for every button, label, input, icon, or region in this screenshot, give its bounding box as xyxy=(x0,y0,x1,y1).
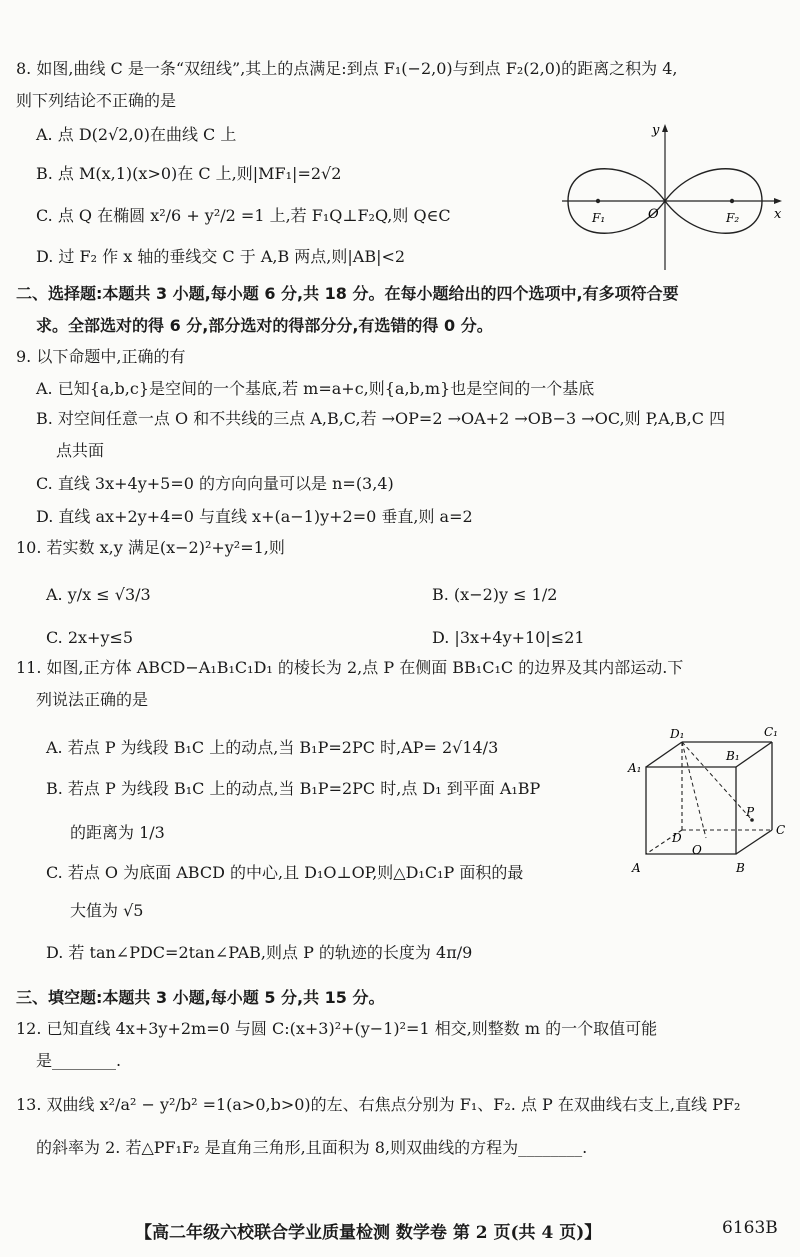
q13-line1: 13. 双曲线 x²/a² − y²/b² =1(a>0,b>0)的左、右焦点分别为 F₁、F₂. 点 P 在双曲线右支上,直线 PF₂ xyxy=(16,1095,741,1114)
q10-option-b: B. (x−2)y ≤ 1/2 xyxy=(432,585,558,604)
q10-option-a: A. y/x ≤ √3/3 xyxy=(46,585,151,604)
section-3-heading: 三、填空题:本题共 3 小题,每小题 5 分,共 15 分。 xyxy=(16,988,385,1007)
label-p: P xyxy=(746,805,755,819)
label-o: O xyxy=(692,843,702,857)
label-b: B xyxy=(736,861,745,875)
q9-stem: 9. 以下命题中,正确的有 xyxy=(16,347,186,366)
q11-stem-line2: 列说法正确的是 xyxy=(36,690,149,709)
y-axis-arrow xyxy=(662,124,668,132)
segment-d1-p xyxy=(682,742,752,820)
f2-label: F₂ xyxy=(726,211,740,225)
q8-option-b: B. 点 M(x,1)(x>0)在 C 上,则|MF₁|=2√2 xyxy=(36,164,342,183)
q9-option-c: C. 直线 3x+4y+5=0 的方向向量可以是 n=(3,4) xyxy=(36,474,394,493)
x-axis-arrow xyxy=(774,198,782,204)
segment-d1-o xyxy=(682,742,706,838)
q8-stem-line1: 8. 如图,曲线 C 是一条“双纽线”,其上的点满足:到点 F₁(−2,0)与到点 F₂(2,0)的距离之积为 4, xyxy=(16,59,678,78)
q11-option-a: A. 若点 P 为线段 B₁C 上的动点,当 B₁P=2PC 时,AP= 2√14/3 xyxy=(46,738,499,757)
f1-label: F₁ xyxy=(592,211,606,225)
q12-line2: 是________. xyxy=(36,1051,122,1070)
q10-stem: 10. 若实数 x,y 满足(x−2)²+y²=1,则 xyxy=(16,538,285,557)
q10-option-d: D. |3x+4y+10|≤21 xyxy=(432,628,585,647)
label-b1: B₁ xyxy=(726,749,740,763)
focus-f1-point xyxy=(596,199,600,203)
y-axis-label: y xyxy=(652,123,660,138)
edge-b1c1 xyxy=(736,742,772,767)
q8-option-c: C. 点 Q 在椭圆 x²/6 + y²/2 =1 上,若 F₁Q⊥F₂Q,则 Q∈C xyxy=(36,206,451,225)
footer-title: 【高二年级六校联合学业质量检测 数学卷 第 2 页(共 4 页)】 xyxy=(135,1223,602,1243)
footer-code: 6163B xyxy=(722,1218,778,1238)
q10-option-c: C. 2x+y≤5 xyxy=(46,628,134,647)
edge-a1d1 xyxy=(646,742,682,767)
page-footer xyxy=(0,1214,800,1244)
q11-option-b-line1: B. 若点 P 为线段 B₁C 上的动点,当 B₁P=2PC 时,点 D₁ 到平面 A₁BP xyxy=(46,779,541,798)
focus-f2-point xyxy=(730,199,734,203)
q9-option-b-line1: B. 对空间任意一点 O 和不共线的三点 A,B,C,若 →OP=2 →OA+2 →OB−3 →OC,则 P,A,B,C 四 xyxy=(36,409,726,428)
q11-option-c-line1: C. 若点 O 为底面 ABCD 的中心,且 D₁O⊥OP,则△D₁C₁P 面积的最 xyxy=(46,863,524,882)
q9-option-b-line2: 点共面 xyxy=(56,441,105,460)
q11-option-b-line2: 的距离为 1/3 xyxy=(70,823,165,842)
front-face xyxy=(646,767,736,854)
q11-option-c-line2: 大值为 √5 xyxy=(70,901,144,920)
section-2-heading-line2: 求。全部选对的得 6 分,部分选对的得部分分,有选错的得 0 分。 xyxy=(36,316,493,335)
q13-line2: 的斜率为 2. 若△PF₁F₂ 是直角三角形,且面积为 8,则双曲线的方程为________. xyxy=(36,1138,588,1157)
q8-stem-line2: 则下列结论不正确的是 xyxy=(16,91,177,110)
q8-option-a: A. 点 D(2√2,0)在曲线 C 上 xyxy=(36,125,237,144)
x-axis-label: x xyxy=(774,207,782,222)
label-a: A xyxy=(632,861,641,875)
label-c1: C₁ xyxy=(764,725,778,739)
label-d: D xyxy=(672,831,682,845)
q9-option-a: A. 已知{a,b,c}是空间的一个基底,若 m=a+c,则{a,b,m}也是空间的一个基底 xyxy=(36,379,595,398)
cube-figure xyxy=(626,712,792,882)
label-c: C xyxy=(776,823,786,837)
label-d1: D₁ xyxy=(670,727,685,741)
origin-label: O xyxy=(648,207,659,222)
edge-bc xyxy=(736,830,772,854)
q11-option-d: D. 若 tan∠PDC=2tan∠PAB,则点 P 的轨迹的长度为 4π/9 xyxy=(46,943,473,962)
q8-option-d: D. 过 F₂ 作 x 轴的垂线交 C 于 A,B 两点,则|AB|<2 xyxy=(36,247,406,266)
q11-stem-line1: 11. 如图,正方体 ABCD−A₁B₁C₁D₁ 的棱长为 2,点 P 在侧面 BB₁C₁C 的边界及其内部运动.下 xyxy=(16,658,684,677)
lemniscate-figure xyxy=(552,118,788,276)
section-2-heading-line1: 二、选择题:本题共 3 小题,每小题 6 分,共 18 分。在每小题给出的四个选项中,有多项符合要 xyxy=(16,284,679,303)
q12-line1: 12. 已知直线 4x+3y+2m=0 与圆 C:(x+3)²+(y−1)²=1 相交,则整数 m 的一个取值可能 xyxy=(16,1019,658,1038)
label-a1: A₁ xyxy=(628,761,642,775)
q9-option-d: D. 直线 ax+2y+4=0 与直线 x+(a−1)y+2=0 垂直,则 a=2 xyxy=(36,507,473,526)
